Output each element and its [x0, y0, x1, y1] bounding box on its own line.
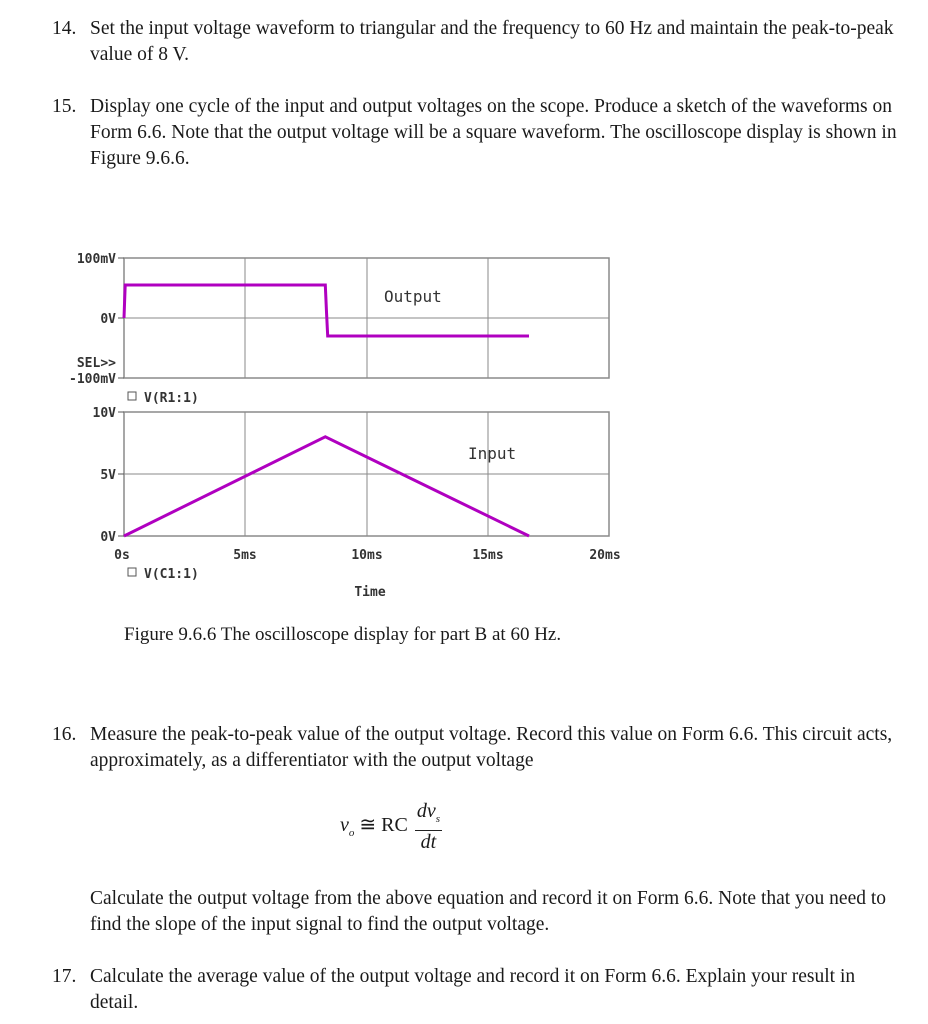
step-number: 14.: [52, 18, 77, 39]
step-text: Calculate the average value of the output voltage and record it on Form 6.6. Explain your result in detail.: [90, 966, 856, 1013]
step-17: [52, 964, 902, 1016]
eq-num-sub: s: [435, 813, 440, 825]
legend-bottom: V(C1:1): [144, 567, 199, 582]
step-text: Set the input voltage waveform to triangular and the frequency to 60 Hz and maintain the peak-to-peak value of 8 V.: [90, 18, 894, 65]
y-tick-label: 5V: [100, 468, 116, 483]
input-label: Input: [468, 444, 517, 463]
step-text: Calculate the output voltage from the above equation and record it on Form 6.6. Note that you need to find the slope of the input signal to find the output voltage.: [90, 888, 887, 935]
legend-square-icon: [128, 568, 136, 576]
x-tick-label: 10ms: [351, 548, 383, 563]
eq-numerator: dv: [416, 800, 436, 822]
figure-caption: Figure 9.6.6 The oscilloscope display for part B at 60 Hz.: [124, 624, 562, 645]
differentiator-equation: [340, 800, 442, 853]
step-number: 16.: [52, 724, 77, 745]
eq-relation: ≅ RC: [359, 814, 408, 837]
x-tick-label: 20ms: [589, 548, 621, 563]
legend-square-icon: [128, 392, 136, 400]
x-tick-label: 0s: [114, 548, 130, 563]
step-number: 15.: [52, 96, 77, 117]
x-tick-label: 15ms: [472, 548, 504, 563]
y-tick-label: 10V: [92, 406, 116, 421]
eq-lhs: v: [340, 814, 349, 837]
eq-lhs-sub: o: [348, 827, 355, 840]
step-16: [52, 722, 902, 774]
eq-denominator: dt: [420, 831, 437, 853]
step-text: Measure the peak-to-peak value of the output voltage. Record this value on Form 6.6. This circuit acts, approximately, as a differentiator with the output voltage: [90, 724, 893, 771]
output-label: Output: [384, 287, 442, 306]
x-tick-label: 5ms: [233, 548, 257, 563]
y-tick-label: -100mV: [69, 372, 116, 387]
legend-top: V(R1:1): [144, 391, 199, 406]
output-trace: [124, 285, 529, 336]
y-tick-label: 100mV: [76, 252, 116, 267]
x-axis-label: Time: [354, 585, 386, 600]
y-tick-label: 0V: [100, 312, 116, 327]
step-text: Display one cycle of the input and output voltages on the scope. Produce a sketch of the waveforms on Form 6.6. Note that the output voltage will be a square waveform. The oscilloscope display is shown in Figure 9.6.6.: [90, 96, 897, 169]
sel-label: SEL>>: [76, 356, 116, 371]
y-tick-label: 0V: [100, 530, 116, 545]
step-number: 17.: [52, 966, 77, 987]
step-16-note: [52, 886, 902, 938]
